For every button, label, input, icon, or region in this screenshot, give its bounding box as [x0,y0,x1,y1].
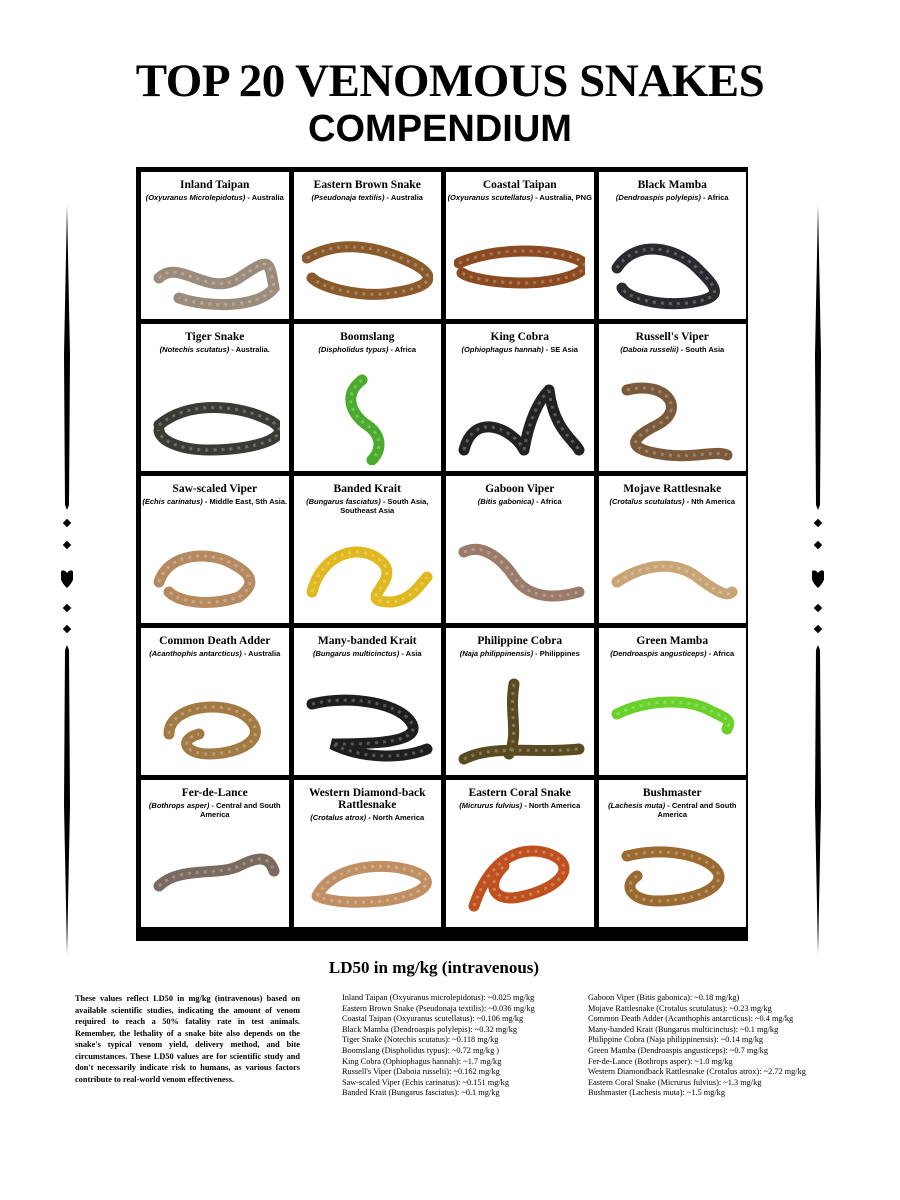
snake-common-name: Saw-scaled Viper [172,483,258,495]
snake-card [294,172,442,319]
snake-common-name: Eastern Brown Snake [313,179,421,191]
snake-scientific-name: (Bitis gabonica) - Africa [477,497,562,506]
snake-scientific-name: (Notechis scutatus) - Australia. [159,345,270,354]
snake-card [599,172,747,319]
snake-image [149,674,280,769]
snake-common-name: Coastal Taipan [482,179,557,191]
page-title: TOP 20 VENOMOUS SNAKES [135,55,765,107]
ld50-entry: Boomslang (Dispholidus typus): ~0.72 mg/kg ) [342,1045,500,1055]
snake-image [454,218,585,313]
ld50-entry: Fer-de-Lance (Bothrops asper): ~1.0 mg/kg [588,1056,733,1066]
snake-image [607,370,738,465]
snake-card [294,780,442,927]
ld50-entry: Common Death Adder (Acanthophis antarcticus): ~0.4 mg/kg [588,1014,794,1024]
ld50-entry: King Cobra (Ophiophagus hannah): ~1.7 mg/kg [342,1056,502,1066]
snake-card [141,324,289,471]
ld50-entry: Philippine Cobra (Naja philippinensis): ~0.14 mg/kg [588,1035,764,1045]
ld50-entry: Inland Taipan (Oxyuranus microlepidotus): ~0.025 mg/kg [342,993,535,1002]
snake-card [141,172,289,319]
snake-card [294,628,442,775]
snake-scientific-name: (Echis carinatus) - Middle East, Sth Asia. [142,497,288,506]
snake-image [607,218,738,313]
snake-image [302,522,433,617]
snake-image [607,522,738,617]
snake-image [302,218,433,313]
snake-common-name: Mojave Rattlesnake [623,483,722,495]
ld50-entry: Tiger Snake (Notechis scutatus): ~0.118 mg/kg [342,1035,499,1045]
ld50-entry: Russell's Viper (Daboia russelii): ~0.162 mg/kg [342,1067,500,1077]
ld50-entry: Coastal Taipan (Oxyuranus scutellatus): ~0.106 mg/kg [342,1014,524,1024]
snake-scientific-name: (Bungarus multicinctus) - Asia [313,649,422,658]
snake-common-name: Banded Krait [333,483,401,495]
snake-card [446,780,594,927]
left-divider-ornament [61,205,73,955]
ld50-entry: Banded Krait (Bungarus fasciatus): ~0.1 mg/kg [342,1088,500,1098]
right-divider-ornament [812,205,824,955]
snake-common-name: Bushmaster [642,787,702,799]
snake-scientific-name: (Dispholidus typus) - Africa [318,345,417,354]
snake-card [141,476,289,623]
snake-scientific-name: (Lachesis muta) - Central and South America [608,801,737,819]
ld50-entry: Western Diamondback Rattlesnake (Crotalus atrox): ~2.72 mg/kg [588,1067,806,1077]
snake-common-name: Boomslang [340,331,395,343]
snake-image [149,522,280,617]
snake-card [446,628,594,775]
ld50-entry: Gaboon Viper (Bitis gabonica): ~0.18 mg/kg) [588,993,740,1002]
snake-card [294,324,442,471]
snake-scientific-name: (Crotalus scutulatus) - Nth America [609,497,736,506]
ld50-entry: Saw-scaled Viper (Echis carinatus): ~0.151 mg/kg [342,1077,509,1087]
snake-scientific-name: (Oxyuranus scutellatus) - Australia, PNG [447,193,592,202]
snake-image [149,826,280,921]
snake-scientific-name: (Dendroaspis polylepis) - Africa [615,193,729,202]
snake-common-name: Philippine Cobra [477,635,563,647]
ld50-entry: Eastern Coral Snake (Micrurus fulvius): ~1.3 mg/kg [588,1077,762,1087]
snake-image [302,826,433,921]
snake-card [599,780,747,927]
snake-card [599,628,747,775]
snake-card [599,324,747,471]
page-subtitle: COMPENDIUM [308,108,572,150]
snake-card [294,476,442,623]
ld50-heading: LD50 in mg/kg (intravenous) [328,958,540,977]
snake-image [454,522,585,617]
snake-image [149,218,280,313]
snake-common-name: Tiger Snake [185,331,245,343]
snake-common-name: Eastern Coral Snake [468,787,571,799]
snake-common-name: Many-banded Krait [317,635,417,647]
snake-card [446,172,594,319]
snake-scientific-name: (Acanthophis antarcticus) - Australia [149,649,281,658]
ld50-entry: Black Mamba (Dendroaspis polylepis): ~0.32 mg/kg [342,1024,518,1034]
ld50-entry: Many-banded Krait (Bungarus multicinctus): ~0.1 mg/kg [588,1024,779,1034]
snake-common-name: Gaboon Viper [485,483,555,495]
snake-common-name: Common Death Adder [159,635,271,647]
ld50-entry: Eastern Brown Snake (Pseudonaja textilis): ~0.036 mg/kg [342,1003,535,1013]
snake-card [141,780,289,927]
snake-common-name: Black Mamba [637,179,707,191]
ld50-list-column-1 [342,993,535,1099]
snake-scientific-name: (Pseudonaja textilis) - Australia [311,193,423,202]
snake-scientific-name: (Bothrops asper) - Central and South America [148,801,281,819]
snake-grid [136,167,748,941]
snake-scientific-name: (Ophiophagus hannah) - SE Asia [461,345,578,354]
snake-image [607,826,738,921]
snake-image [607,674,738,769]
snake-card [141,628,289,775]
snake-common-name: Western Diamond-back Rattlesnake [308,787,426,811]
snake-common-name: Fer-de-Lance [181,787,248,799]
snake-image [454,674,585,769]
snake-common-name: King Cobra [490,331,549,343]
snake-image [454,370,585,465]
snake-card [446,476,594,623]
snake-common-name: Inland Taipan [180,179,250,191]
snake-image [149,370,280,465]
snake-card [446,324,594,471]
snake-scientific-name: (Oxyuranus Microlepidotus) - Australia [145,193,284,202]
snake-image [454,826,585,921]
snake-image [302,370,433,465]
snake-scientific-name: (Micrurus fulvius) - North America [459,801,581,810]
snake-scientific-name: (Naja philippinensis) - Philippines [459,649,580,658]
ld50-entry: Bushmaster (Lachesis muta): ~1.5 mg/kg [588,1088,725,1098]
snake-scientific-name: (Crotalus atrox) - North America [310,813,425,822]
ld50-entry: Green Mamba (Dendroaspis angusticeps): ~0.7 mg/kg [588,1045,769,1055]
ld50-list-column-2 [588,993,806,1099]
snake-scientific-name: (Daboia russelii) - South Asia [620,345,725,354]
snake-common-name: Russell's Viper [635,331,709,343]
snake-card [599,476,747,623]
snake-scientific-name: (Dendroaspis angusticeps) - Africa [610,649,735,658]
snake-image [302,674,433,769]
snake-common-name: Green Mamba [636,635,709,647]
ld50-explanation: These values reflect LD50 in mg/kg (intravenous) based on available scientific studies, indicating the amount of venom required to reach a 50% fatality rate in test animals. Remember, the lethality of a snake bite also depends on the snake's typical venom yield, delivery method, and bite circumstances. These LD50 values are for scientific study and don't necessarily indicate risk to humans, as various factors contribute to real-world venom effectiveness. [75,994,300,1084]
ld50-entry: Mojave Rattlesnake (Crotalus scutulatus): ~0.23 mg/kg [588,1003,772,1013]
snake-scientific-name: (Bungarus fasciatus) - South Asia, Southeast Asia [306,497,429,515]
